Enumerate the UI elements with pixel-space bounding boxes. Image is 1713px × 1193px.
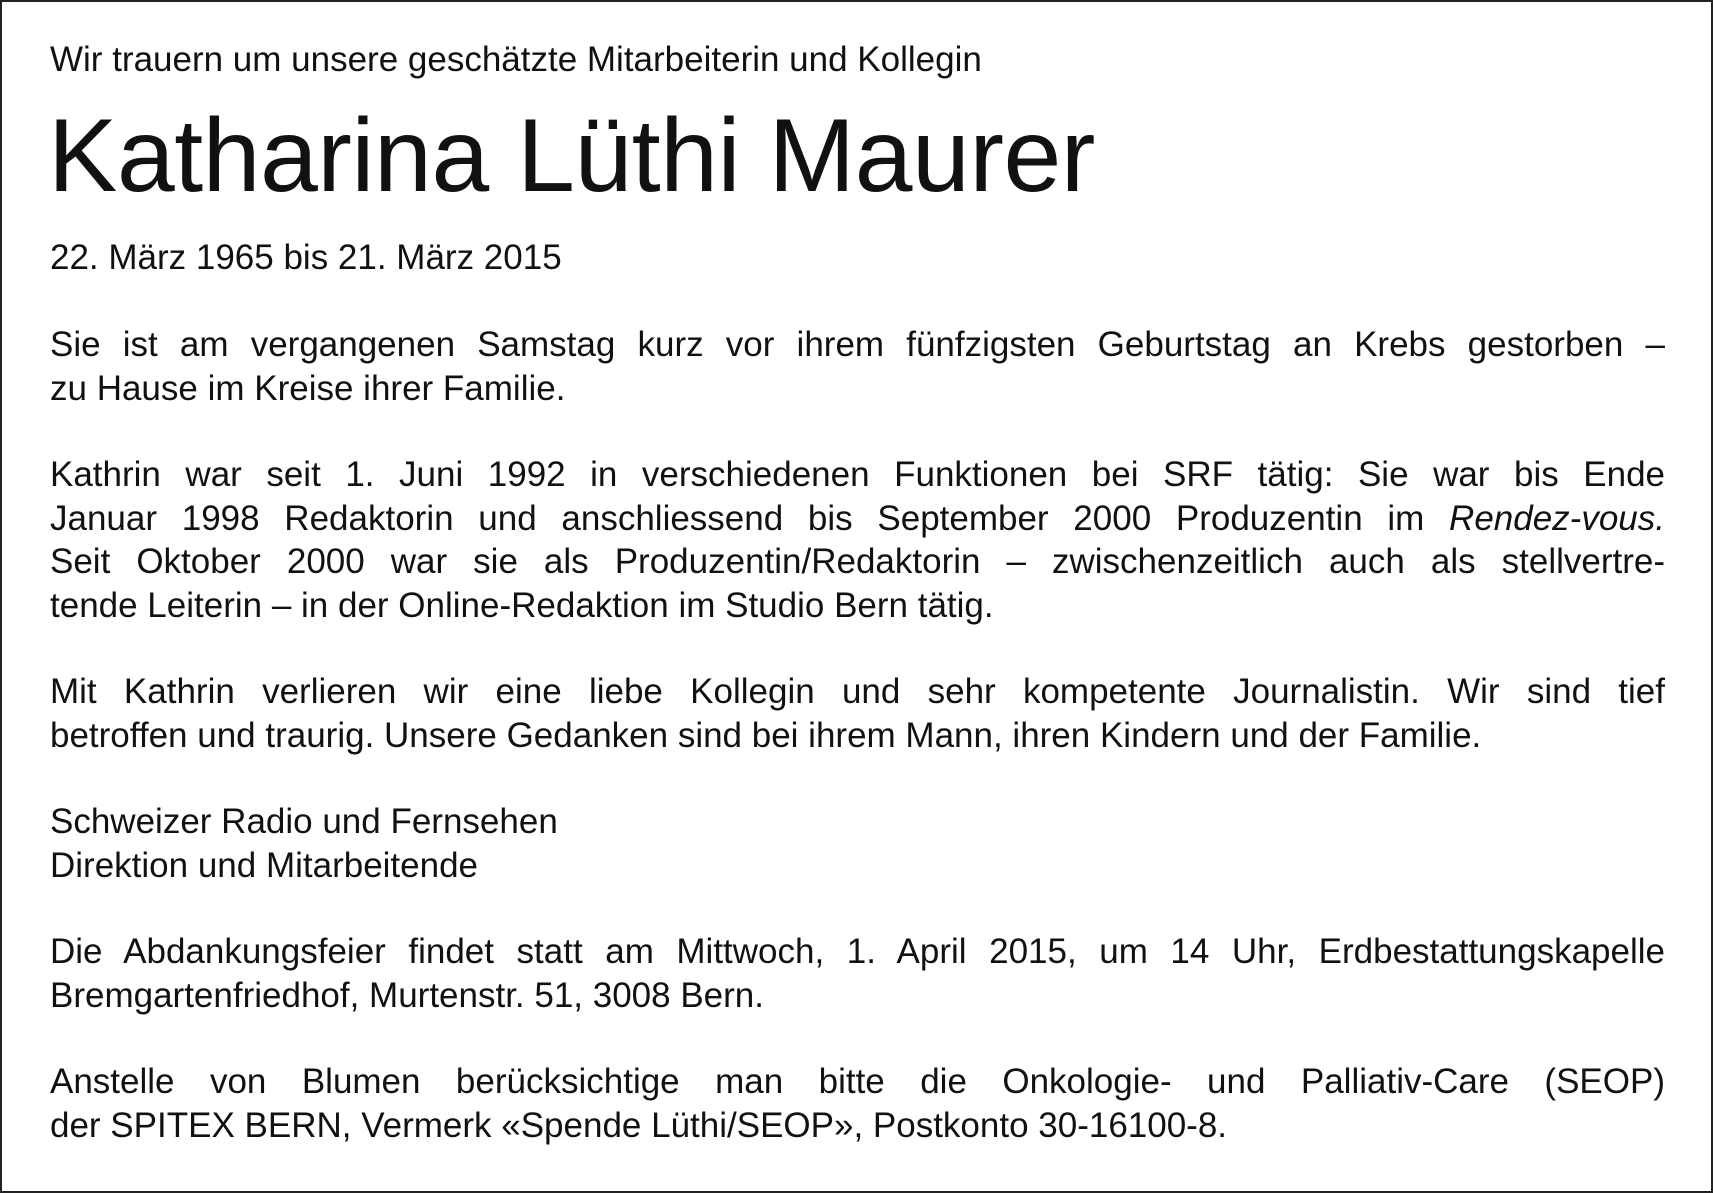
paragraph-line (50, 497, 1665, 541)
notice-content (50, 36, 1665, 1147)
paragraph-line: Anstelle von Blumen berücksichtige man bitte die Onkologie- und Palliativ-Care (SEOP) (50, 1062, 1665, 1101)
paragraph-line: Kathrin war seit 1. Juni 1992 in verschiedenen Funktionen bei SRF tätig: Sie war bis Ende (50, 455, 1665, 494)
signature-department: Direktion und Mitarbeitende (50, 845, 479, 885)
paragraph-line: Mit Kathrin verlieren wir eine liebe Kollegin und sehr kompetente Journalistin. Wir sind tief (50, 672, 1665, 711)
paragraph-funeral-details (50, 930, 1665, 1017)
paragraph-line: Seit Oktober 2000 war sie als Produzentin/Redaktorin – zwischenzeitlich auch als stellvertre- (50, 542, 1665, 581)
paragraph-line: betroffen und traurig. Unsere Gedanken sind bei ihrem Mann, ihren Kindern und der Familie. (50, 715, 1482, 755)
paragraph-death-announcement (50, 323, 1665, 410)
intro-line: Wir trauern um unsere geschätzte Mitarbeiterin und Kollegin (50, 40, 982, 79)
paragraph-line: Die Abdankungsfeier findet statt am Mittwoch, 1. April 2015, um 14 Uhr, Erdbestattungskapelle (50, 932, 1665, 971)
paragraph-line: Sie ist am vergangenen Samstag kurz vor ihrem fünfzigsten Geburtstag an Krebs gestorben – (50, 325, 1665, 364)
paragraph-career (50, 453, 1665, 627)
paragraph-line-text: Januar 1998 Redaktorin und anschliessend bis September 2000 Produzentin im (50, 498, 1425, 538)
paragraph-donation (50, 1060, 1665, 1147)
paragraph-line: tende Leiterin – in der Online-Redaktion im Studio Bern tätig. (50, 585, 994, 625)
program-name: Rendez-vous. (1449, 498, 1665, 538)
signature-organization: Schweizer Radio und Fernsehen (50, 802, 558, 841)
paragraph-condolence (50, 670, 1665, 757)
paragraph-line: zu Hause im Kreise ihrer Familie. (50, 368, 566, 408)
paragraph-line: der SPITEX BERN, Vermerk «Spende Lüthi/SEOP», Postkonto 30-16100-8. (50, 1105, 1228, 1145)
deceased-name: Katharina Lüthi Maurer (48, 98, 1095, 214)
signature-block (50, 800, 1665, 887)
life-dates: 22. März 1965 bis 21. März 2015 (50, 238, 562, 277)
paragraph-line: Bremgartenfriedhof, Murtenstr. 51, 3008 Bern. (50, 975, 764, 1015)
